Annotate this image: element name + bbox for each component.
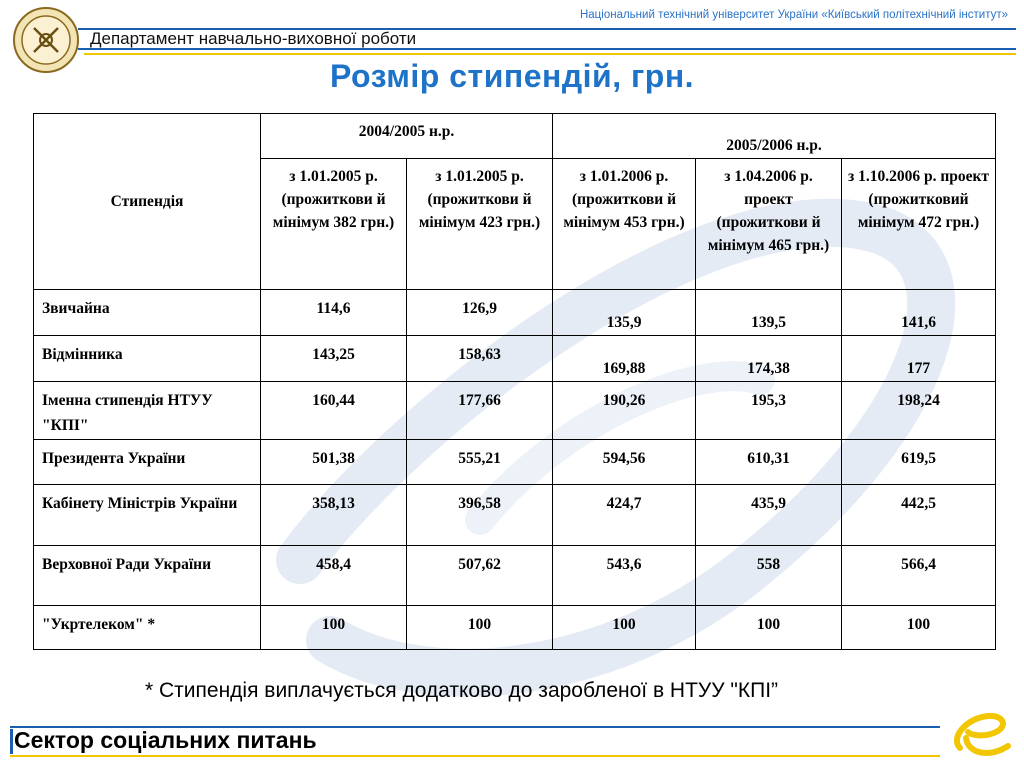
table-cell: 160,44 [261,382,407,440]
period-header: з 1.01.2006 р. (прожиткови й мінімум 453 грн.) [553,159,696,290]
year-header-2004: 2004/2005 н.р. [261,114,553,159]
row-label: Кабінету Міністрів України [34,485,261,546]
table-cell: 396,58 [407,485,553,546]
page-title: Розмір стипендій, грн. [329,58,695,94]
table-cell: 619,5 [842,440,996,485]
table-cell: 507,62 [407,546,553,606]
table-row [34,336,996,382]
table-cell: 558 [696,546,842,606]
period-header: з 1.04.2006 р. проект (прожиткови й мінімум 465 грн.) [696,159,842,290]
table-row [34,382,996,440]
table-cell: 126,9 [407,290,553,336]
table-cell: 190,26 [553,382,696,440]
table-cell: 424,7 [553,485,696,546]
table-cell: 566,4 [842,546,996,606]
table-cell: 177 [842,336,996,382]
table-cell: 139,5 [696,290,842,336]
footer-sector-label: Сектор соціальних питань [14,727,317,753]
table-row [34,606,996,650]
table-cell: 501,38 [261,440,407,485]
table-cell: 174,38 [696,336,842,382]
table-cell: 169,88 [553,336,696,382]
row-label: Звичайна [34,290,261,336]
table-cell: 114,6 [261,290,407,336]
table-cell: 594,56 [553,440,696,485]
table-cell: 458,4 [261,546,407,606]
period-header: з 1.01.2005 р. (прожиткови й мінімум 382 грн.) [261,159,407,290]
row-label: Відмінника [34,336,261,382]
table-cell: 143,25 [261,336,407,382]
table-row [34,546,996,606]
stipend-table [33,113,996,650]
stipend-column-header: Стипендія [34,114,261,290]
table-cell: 100 [842,606,996,650]
header-divider [84,53,1016,55]
footnote: * Стипендія виплачується додатково до заробленої в НТУУ "КПІ” [145,679,779,702]
table-cell: 610,31 [696,440,842,485]
table-cell: 543,6 [553,546,696,606]
table-cell: 195,3 [696,382,842,440]
department-bar [78,28,1016,50]
table-cell: 100 [407,606,553,650]
table-cell: 435,9 [696,485,842,546]
year-header-2005: 2005/2006 н.р. [553,114,996,159]
period-header: з 1.01.2005 р. (прожиткови й мінімум 423 грн.) [407,159,553,290]
table-row [34,485,996,546]
row-label: Президента України [34,440,261,485]
table-row [34,440,996,485]
period-header: з 1.10.2006 р. проект (прожитковий мінімум 472 грн.) [842,159,996,290]
table-cell: 158,63 [407,336,553,382]
table-cell: 100 [261,606,407,650]
university-name: Національний технічний університет України «Київський політехнічний інститут» [579,9,1008,21]
department-name: Департамент навчально-виховної роботи [90,29,417,48]
table-cell: 555,21 [407,440,553,485]
row-label: Іменна стипендія НТУУ "КПІ" [34,382,261,440]
table-cell: 135,9 [553,290,696,336]
table-cell: 358,13 [261,485,407,546]
row-label: Верховної Ради України [34,546,261,606]
row-label: "Укртелеком" * [34,606,261,650]
table-cell: 100 [696,606,842,650]
table-cell: 198,24 [842,382,996,440]
table-cell: 141,6 [842,290,996,336]
footer-bottom-line [10,755,940,757]
table-cell: 442,5 [842,485,996,546]
e-logo-icon [946,708,1016,764]
table-row [34,290,996,336]
table-cell: 100 [553,606,696,650]
table-cell: 177,66 [407,382,553,440]
